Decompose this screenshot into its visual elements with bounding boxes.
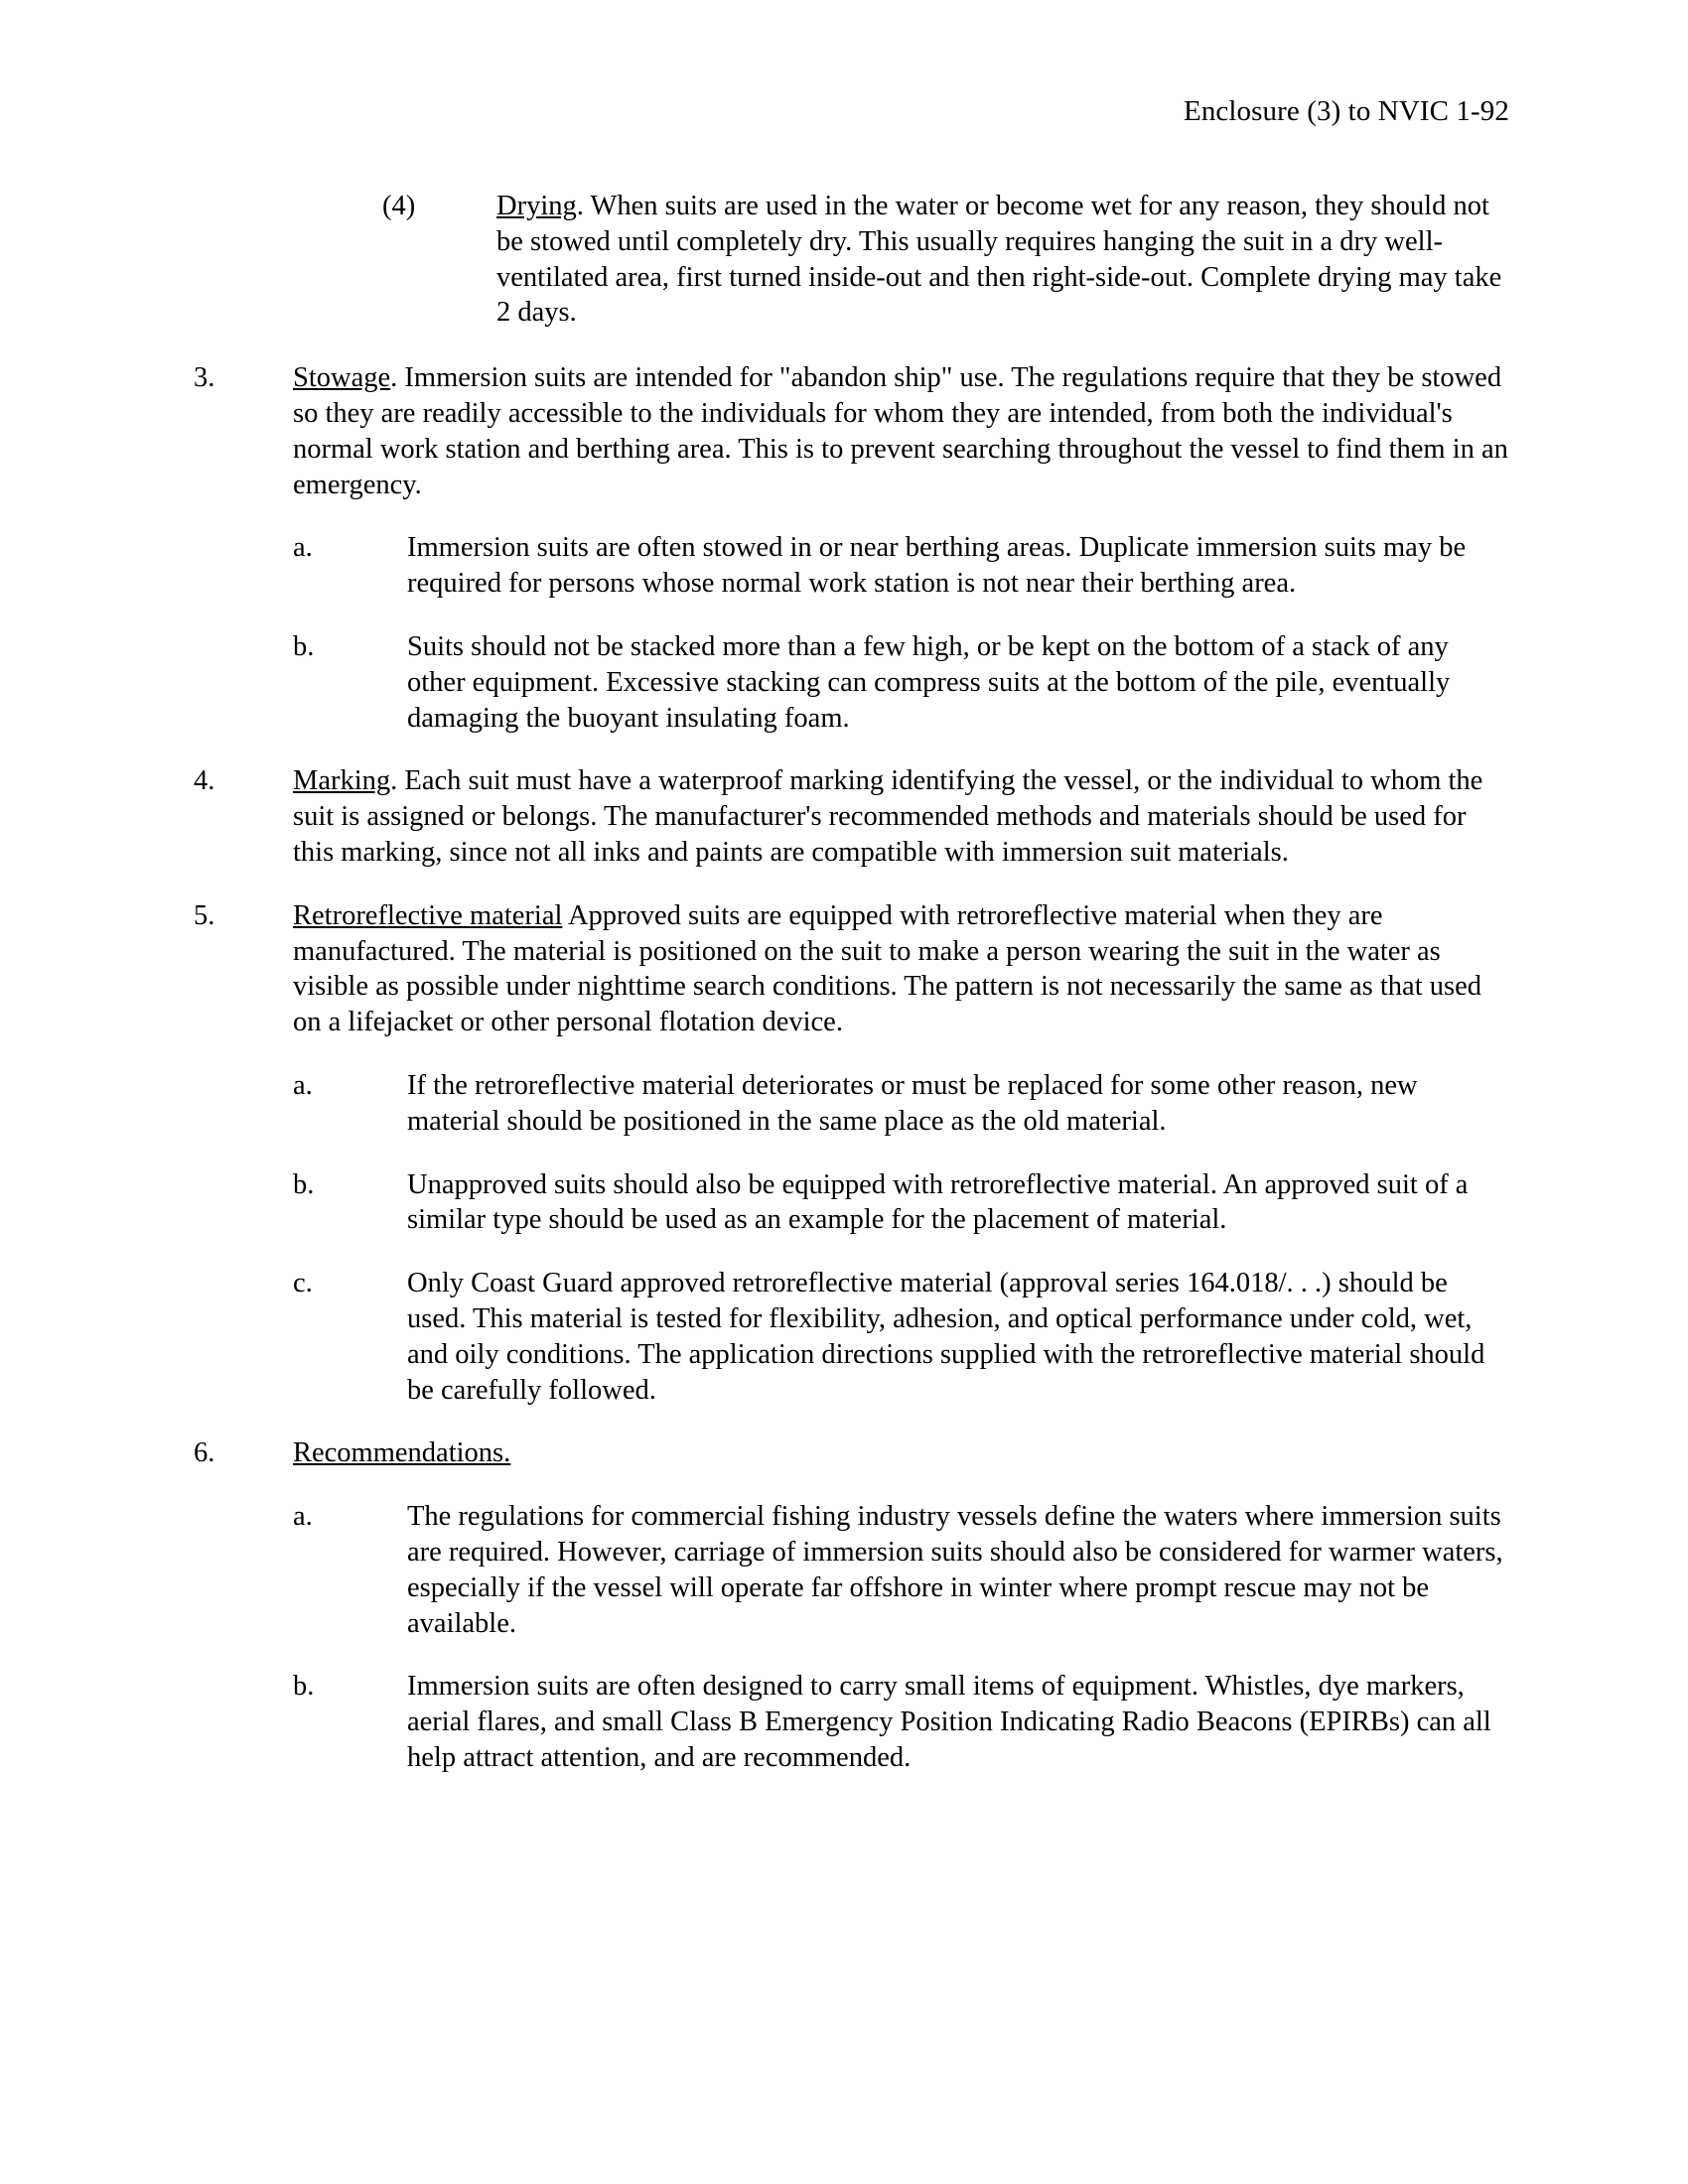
- paragraph-text: [407, 1266, 1509, 1408]
- paragraph-text: [407, 530, 1509, 602]
- paragraph-text: [293, 763, 1509, 870]
- paragraph-text: [293, 1435, 1509, 1471]
- paragraph-text: [293, 898, 1509, 1040]
- paragraph-text: [496, 189, 1509, 331]
- paragraph-body: The regulations for commercial fishing industry vessels define the waters where immersion suits are required. However, carriage of immersion suits should also be considered for warmer waters, especially if the vessel will operate far offshore in winter where prompt rescue may not be available.: [407, 1501, 1503, 1639]
- paragraph-lead-term: Stowage: [293, 362, 391, 394]
- paragraph-text: [407, 1167, 1509, 1239]
- paragraph-lead-term: Marking: [293, 765, 391, 797]
- paragraph-body: . Each suit must have a waterproof marking identifying the vessel, or the individual to whom the suit is assigned or belongs. The manufacturer's recommended methods and materials should be used for this marking, since not all inks and paints are compatible with immersion suit materials.: [293, 765, 1483, 868]
- paragraph-body: Approved suits are equipped with retroreflective material when they are manufactured. The material is positioned on the suit to make a person wearing the suit in the water as visible as possible under nighttime search conditions. The pattern is not necessarily the same as that used on a lifejacket or other personal flotation device.: [293, 899, 1481, 1038]
- document-body: [194, 189, 1509, 1804]
- list-marker: a.: [293, 1069, 313, 1101]
- list-marker: (4): [382, 191, 416, 221]
- item-5b: [293, 1167, 1509, 1239]
- list-marker: a.: [293, 1501, 313, 1533]
- item-3b: [293, 629, 1509, 736]
- list-marker: 4.: [194, 765, 215, 797]
- item-6-recommendations: [194, 1435, 1509, 1471]
- list-marker: b.: [293, 630, 315, 662]
- item-3-stowage: [194, 360, 1509, 502]
- paragraph-body: Immersion suits are often designed to carry small items of equipment. Whistles, dye markers, aerial flares, and small Class B Emergency Position Indicating Radio Beacons (EPIRBs) can all help attract attention, and are recommended.: [407, 1671, 1491, 1773]
- list-marker: 3.: [194, 362, 215, 394]
- list-marker: b.: [293, 1168, 315, 1200]
- paragraph-lead-term: Drying: [496, 191, 577, 221]
- paragraph-body: . Immersion suits are intended for "abandon ship" use. The regulations require that they be stowed so they are readily accessible to the individuals for whom they are intended, from both the individual's normal work station and berthing area. This is to prevent searching throughout the vessel to find them in an emergency.: [293, 362, 1508, 500]
- paragraph-body: If the retroreflective material deteriorates or must be replaced for some other reason, new material should be positioned in the same place as the old material.: [407, 1069, 1418, 1137]
- list-marker: a.: [293, 532, 313, 564]
- paragraph-lead-term: Recommendations.: [293, 1437, 511, 1469]
- item-5c: [293, 1266, 1509, 1408]
- paragraph-text: [407, 1068, 1509, 1140]
- paragraph-body: Unapproved suits should also be equipped with retroreflective material. An approved suit of a similar type should be used as an example for the placement of material.: [407, 1168, 1469, 1236]
- list-marker: 6.: [194, 1437, 215, 1469]
- paragraph-text: [407, 1669, 1509, 1775]
- paragraph-body: . When suits are used in the water or become wet for any reason, they should not be stowed until completely dry. This usually requires hanging the suit in a dry well-ventilated area, first turned inside-out and then right-side-out. Complete drying may take 2 days.: [496, 191, 1502, 329]
- list-marker: c.: [293, 1268, 313, 1299]
- item-4-drying: [382, 189, 1509, 331]
- item-3a: [293, 530, 1509, 602]
- paragraph-lead-term: Retroreflective material: [293, 899, 563, 931]
- item-5-retroreflective: [194, 898, 1509, 1040]
- paragraph-text: [407, 1499, 1509, 1641]
- item-5a: [293, 1068, 1509, 1140]
- list-marker: 5.: [194, 899, 215, 931]
- list-marker: b.: [293, 1671, 315, 1703]
- page-header: Enclosure (3) to NVIC 1-92: [1184, 95, 1509, 127]
- item-6b: [293, 1669, 1509, 1775]
- paragraph-body: Immersion suits are often stowed in or near berthing areas. Duplicate immersion suits may be required for persons whose normal work station is not near their berthing area.: [407, 532, 1467, 600]
- paragraph-body: Suits should not be stacked more than a few high, or be kept on the bottom of a stack of any other equipment. Excessive stacking can compress suits at the bottom of the pile, eventually damaging the buoyant insulating foam.: [407, 630, 1451, 734]
- paragraph-text: [293, 360, 1509, 502]
- item-6a: [293, 1499, 1509, 1641]
- paragraph-body: Only Coast Guard approved retroreflective material (approval series 164.018/. . .) should be used. This material is tested for flexibility, adhesion, and optical performance under cold, wet, and oily conditions. The application directions supplied with the retroreflective material should be carefully followed.: [407, 1268, 1485, 1406]
- paragraph-text: [407, 629, 1509, 736]
- item-4-marking: [194, 763, 1509, 870]
